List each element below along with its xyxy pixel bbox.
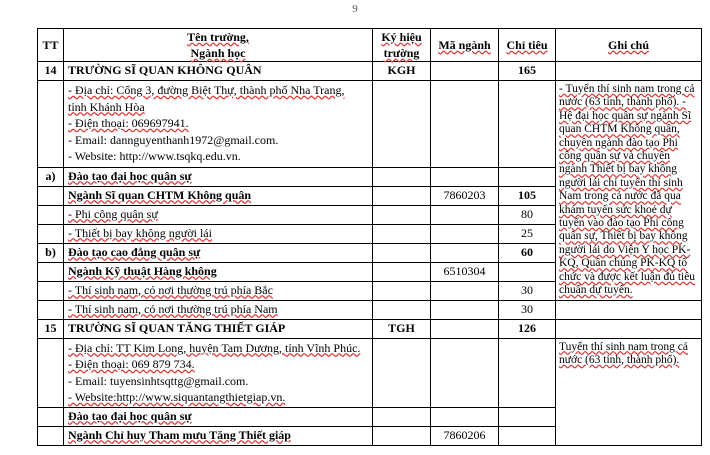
school-tt: 15 <box>38 319 64 338</box>
section-quota: 60 <box>499 243 556 262</box>
page-number: 9 <box>352 3 358 15</box>
header-school-major <box>64 29 373 62</box>
school-row <box>38 62 702 81</box>
header-kyhieu-line2: trường <box>383 46 420 60</box>
header-note: Ghi chú <box>556 29 702 62</box>
school-name: TRƯỜNG SĨ QUAN TĂNG THIẾT GIÁP <box>64 319 373 338</box>
sub-quota: 30 <box>499 300 556 319</box>
admission-table <box>37 28 702 446</box>
major-quota: 105 <box>499 186 556 205</box>
sub-name: - Thí sinh nam, có nơi thường trú phía Bắc <box>64 281 373 300</box>
info-address-cont: tỉnh Khánh Hòa <box>68 99 145 114</box>
sub-row <box>38 300 702 319</box>
school-info <box>64 338 373 407</box>
header-tt: TT <box>38 29 64 62</box>
section-label: b) <box>38 243 64 262</box>
major-name: Ngành Sĩ quan CHTM Không quân <box>64 186 373 205</box>
header-ten-line1: Tên trường, <box>187 30 249 44</box>
school-code: TGH <box>373 319 431 338</box>
header-quota: Chỉ tiêu <box>499 29 556 62</box>
header-code <box>373 29 431 62</box>
school-info-row <box>38 81 702 168</box>
school-quota: 126 <box>499 319 556 338</box>
major-name: Ngành Chỉ huy Tham mưu Tăng Thiết giáp <box>64 426 373 445</box>
header-ten-line2: Ngành học <box>190 46 246 60</box>
info-email: - Email: tuyensinhtsqttg@gmail.com. <box>68 373 249 388</box>
info-address: - Địa chỉ: TT Kim Long, huyện Tam Dương, tỉnh Vĩnh Phúc. <box>68 340 361 355</box>
major-name: Ngành Kỹ thuật Hàng không <box>64 262 373 281</box>
school-note: Tuyển thí sinh nam trong cả nước (63 tỉnh, thành phố). <box>556 338 702 445</box>
school-name: TRƯỜNG SĨ QUAN KHÔNG QUÂN <box>64 62 373 81</box>
sub-name: - Thiết bị bay không người lái <box>64 224 373 243</box>
section-title: Đào tạo đại học quân sự <box>64 407 373 426</box>
info-phone: - Điện thoại: 069697941. <box>68 116 189 130</box>
info-address: - Địa chỉ: Cổng 3, đường Biệt Thự, thành phố Nha Trang, <box>68 83 345 97</box>
info-phone: - Điện thoại: 069 879 734. <box>68 357 195 371</box>
header-kyhieu-line1: Ký hiệu <box>381 30 422 44</box>
info-email: - Email: dannguyenthanh1972@gmail.com. <box>68 132 279 147</box>
school-note: - Tuyển thí sinh nam trong cả nước (63 tỉnh, thành phố). - Hệ đại học quân sự ngành Sĩ quan CHTM Không quân, chuyên ngành đào tạo Phi công quân sự và chuyên ngành Thiết bị bay không người lái chỉ tuyển thí sinh Nam trong cả nước đã qua khám tuyển sức khoẻ dự tuyển vào đào tạo Phi công quân sự, Thiết bị bay không người lái do Viện Y học PK-KQ, Quân chủng PK-KQ tổ chức và được kết luận đủ tiêu chuẩn dự tuyển. <box>556 81 702 301</box>
school-info-row <box>38 338 702 407</box>
sub-name: - Phi công quân sự <box>64 205 373 224</box>
school-row <box>38 319 702 338</box>
section-label: a) <box>38 167 64 186</box>
sub-name: - Thí sinh nam, có nơi thường trú phía Nam <box>64 300 373 319</box>
school-code: KGH <box>373 62 431 81</box>
header-major-code: Mã ngành <box>431 29 499 62</box>
section-title: Đào tạo cao đẳng quân sự <box>64 243 373 262</box>
school-quota: 165 <box>499 62 556 81</box>
major-code: 6510304 <box>431 262 499 281</box>
info-website: - Website: http://www.tsqkq.edu.vn. <box>68 149 241 163</box>
school-info <box>64 81 373 168</box>
major-code: 7860203 <box>431 186 499 205</box>
sub-quota: 30 <box>499 281 556 300</box>
sub-quota: 25 <box>499 224 556 243</box>
header-row <box>38 29 702 62</box>
info-website: - Website:http://www.siquantangthietgiap.vn. <box>68 390 286 404</box>
school-tt: 14 <box>38 62 64 81</box>
major-code: 7860206 <box>431 426 499 445</box>
sub-quota: 80 <box>499 205 556 224</box>
section-title: Đào tạo đại học quân sự <box>64 167 373 186</box>
